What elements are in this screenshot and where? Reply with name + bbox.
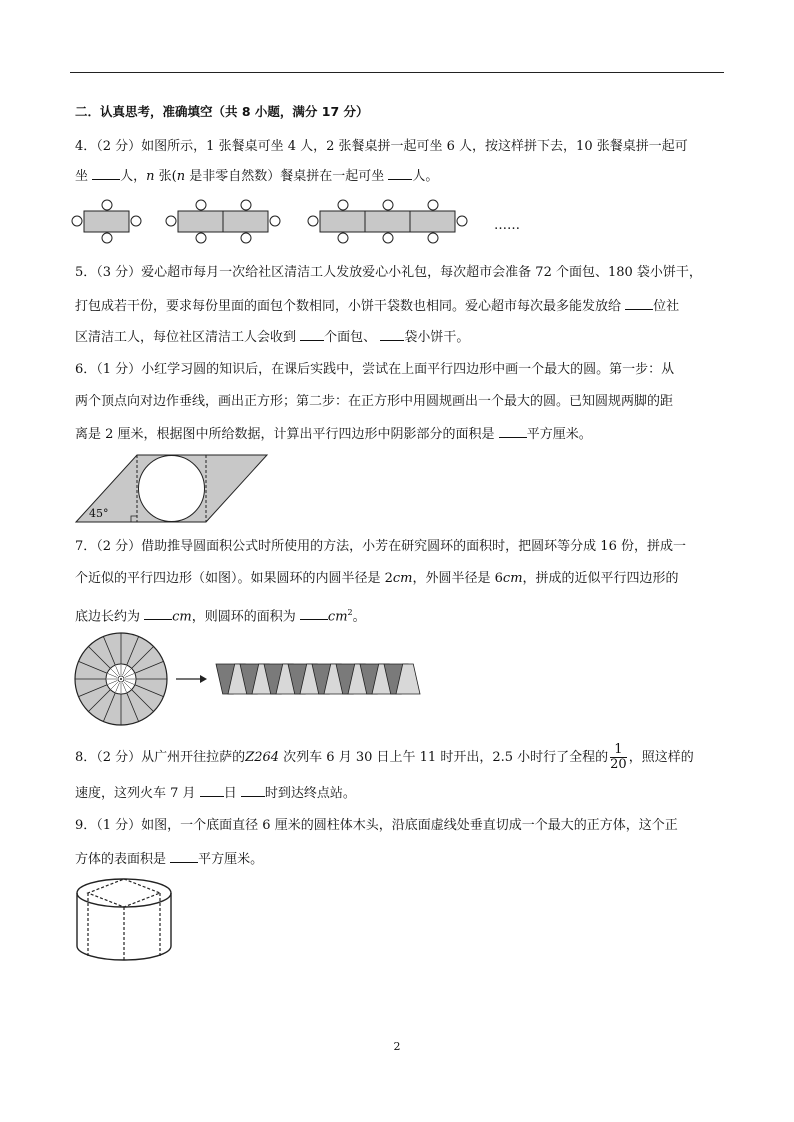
q8-frac-den: 20 [610,757,627,772]
q7-text-d: 底边长约为 [75,609,141,625]
q6-line2: 两个顶点向对边作垂线，画出正方形；第二步：在正方形中用圆规画出一个最大的圆。已知圆规两脚的距 [75,394,674,409]
q6-text-b: 平方厘米。 [526,427,592,442]
angle-label: 45° [89,507,109,520]
q7-unit-2: cm [502,571,523,586]
q7-unit-3: cm [172,609,192,625]
q6-answer-blank[interactable] [499,425,527,438]
q8-train-number: Z264 [245,750,280,765]
q4-text-e: 人。 [412,169,439,184]
q8-text-c: ，照这样的 [628,750,694,765]
table-seating-figure [66,196,546,246]
q5-answer-blank-1[interactable] [625,297,653,310]
q7-answer-blank-1[interactable] [144,607,172,620]
approx-parallelogram-strip [216,664,420,694]
q4-var-n2: n [176,169,186,184]
table-3a [320,211,365,232]
q4-ellipsis: …… [494,218,520,233]
table-3c [410,211,455,232]
q5-answer-blank-3[interactable] [380,328,404,341]
ring-to-parallelogram-figure [72,630,422,730]
q8-text-a: 8．（2 分）从广州开往拉萨的 [75,750,246,765]
q7-text-e: ，则圆环的面积为 [191,609,296,625]
q8-text-d: 速度，这列火车 7 月 [75,786,196,801]
q8-answer-blank-1[interactable] [200,784,224,797]
section-title: 二．认真思考，准确填空（共 8 小题，满分 17 分） [75,104,369,119]
page-number: 2 [393,1040,401,1053]
q5-line3 [75,328,469,346]
inscribed-circle [139,456,205,522]
q4-text-b: 人， [120,169,147,184]
q7-text-f: 。 [352,609,366,625]
q8-text-b: 次列车 6 月 30 日上午 11 时开出，2.5 小时行了全程的 [279,750,609,765]
parallelogram-circle-figure [70,450,275,526]
q4-answer-blank-1[interactable] [92,167,120,180]
q5-line1: 5．（3 分）爱心超市每月一次给社区清洁工人发放爱心小礼包，每次超市会准备 72 个面包、180 袋小饼干， [75,265,702,280]
q4-text-a: 坐 [75,169,89,184]
q6-line1: 6．（1 分）小红学习圆的知识后，在课后实践中，尝试在上面平行四边形中画一个最大的圆。第一步：从 [75,362,675,377]
q8-line1 [75,741,694,775]
q4-line1: 4．（2 分）如图所示，1 张餐桌可坐 4 人，2 张餐桌拼一起可坐 6 人，按这样拼下去，10 张餐桌拼一起可 [75,139,688,154]
q7-answer-blank-2[interactable] [300,607,328,620]
q4-text-c: 张( [154,169,177,184]
q8-frac-num: 1 [610,743,627,758]
q9-text-a: 方体的表面积是 [75,852,167,867]
q6-text-a: 离是 2 厘米，根据图中所给数据，计算出平行四边形中阴影部分的面积是 [75,427,495,442]
q8-line2 [75,784,356,802]
q9-line1: 9．（1 分）如图，一个底面直径 6 厘米的圆柱体木头，沿底面虚线处垂直切成一个最大的正方体，这个正 [75,818,678,833]
q4-line2 [75,167,438,185]
q5-answer-blank-2[interactable] [300,328,324,341]
q4-answer-blank-2[interactable] [388,167,412,180]
q5-text-e: 袋小饼干。 [404,330,470,345]
q9-text-b: 平方厘米。 [198,852,264,867]
q7-line3 [75,605,366,625]
header-rule [70,72,724,73]
q5-text-a: 打包成若干份，要求每份里面的面包个数相同，小饼干袋数也相同。爱心超市每次最多能发放给 [75,299,622,314]
q8-text-f: 时到达终点站。 [264,786,356,801]
q5-text-d: 个面包、 [324,330,377,345]
table-2a [178,211,223,232]
q8-answer-blank-2[interactable] [241,784,265,797]
q4-var-n: n [146,169,155,184]
q7-text-c: ，拼成的近似平行四边形的 [522,571,679,586]
q8-fraction [610,743,627,772]
table-3b [365,211,410,232]
q4-text-d: 是非零自然数）餐桌拼在一起可坐 [185,169,385,184]
annulus-circle [75,633,167,725]
q7-text-b: ，外圆半径是 6 [412,571,503,586]
q7-line1: 7．（2 分）借助推导圆面积公式时所使用的方法，小芳在研究圆环的面积时，把圆环等分成 16 份，拼成一 [75,539,686,554]
q9-line2 [75,850,263,868]
q7-unit-4: cm [327,609,348,625]
cylinder-cube-figure [74,876,176,966]
q8-text-e: 日 [223,786,237,801]
q6-line3 [75,425,592,443]
q5-text-b: 位社 [653,299,680,314]
arrow-icon [176,675,207,683]
q5-line2 [75,297,679,315]
table-1 [84,211,129,232]
table-2b [223,211,268,232]
q5-text-c: 区清洁工人，每位社区清洁工人会收到 [75,330,297,345]
q7-unit-exponent: 2 [347,608,353,617]
q9-answer-blank[interactable] [170,850,198,863]
q7-line2 [75,571,679,587]
q7-text-a: 个近似的平行四边形（如图）。如果圆环的内圆半径是 2 [75,571,393,586]
q7-unit-1: cm [392,571,413,586]
